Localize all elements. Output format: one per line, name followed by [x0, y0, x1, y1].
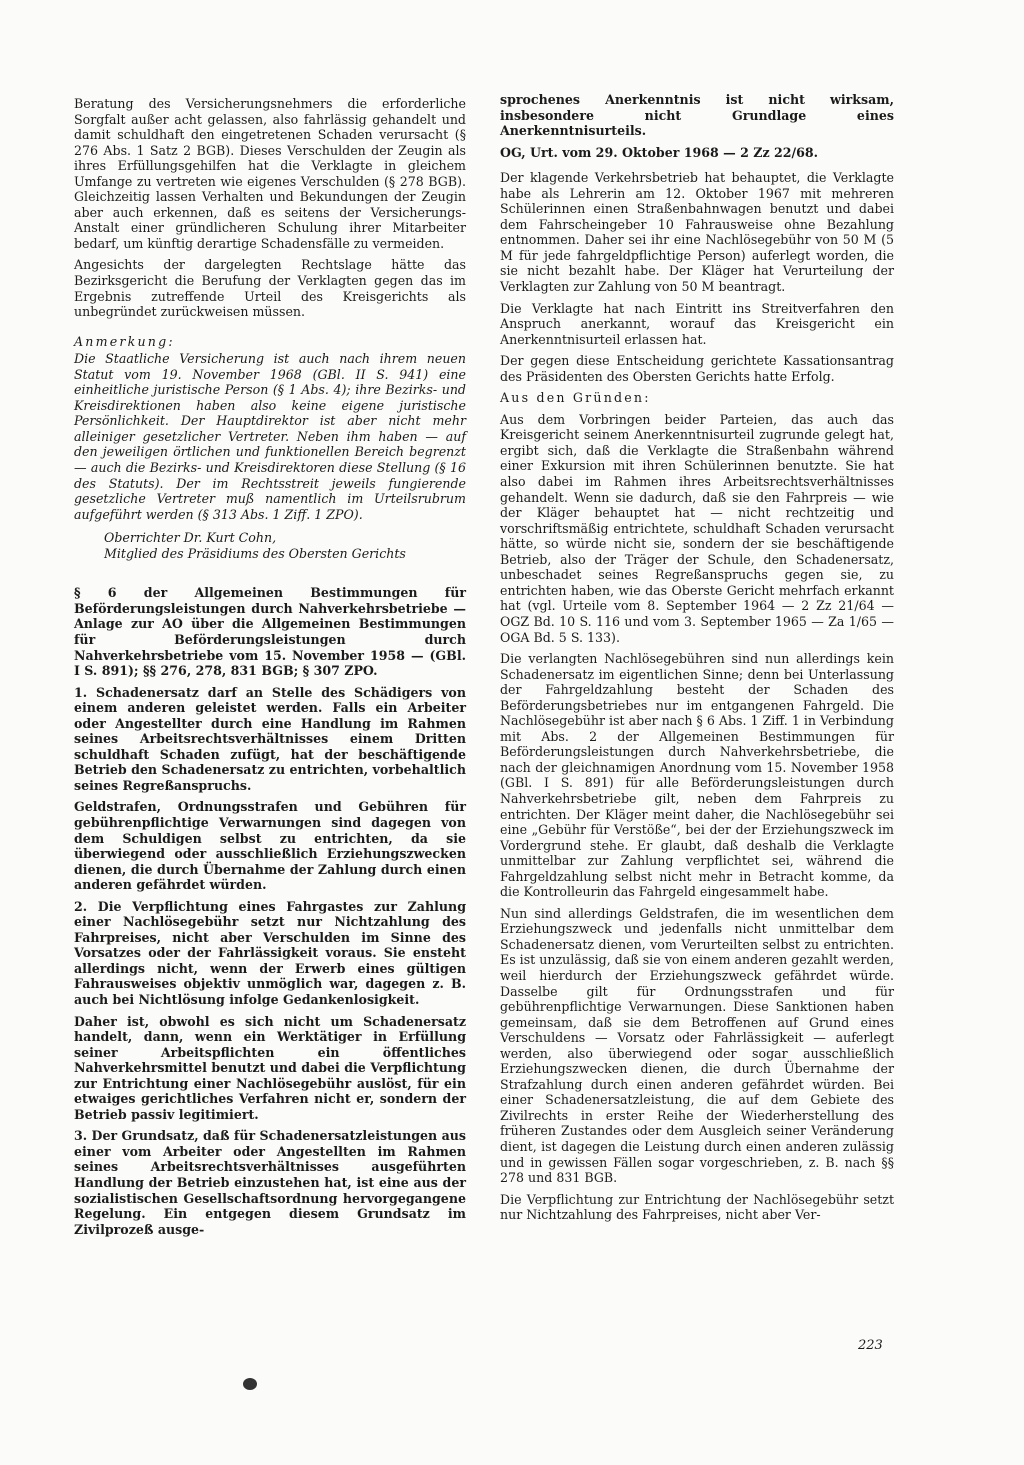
paragraph: Beratung des Versicherungsnehmers die erforderliche Sorgfalt außer acht gelassen, also fahrlässig gehandelt und damit schuldhaft den eingetretenen Schaden verursacht (§ 276 Abs. 1 Satz 2 BGB). Dieses Verschulden der Zeugin als ihres Erfüllungsgehilfen hat die Verklagte in gleichem Umfange zu vertreten wie eigenes Verschulden (§ 278 BGB). Gleichzeitig lassen Verhalten und Bekundungen der Zeugin aber auch erkennen, daß es seitens der Versicherungs-Anstalt einer gründlicheren Schulung ihrer Mitarbeiter bedarf, um künftig derartige Schadensfälle zu vermeiden. — [74, 96, 466, 251]
note-text: Die Staatliche Versicherung ist auch nach ihrem neuen Statut vom 19. November 1968 (GBl. II S. 941) eine einheitliche juristische Person (§ 1 Abs. 4); ihre Bezirks- und Kreisdirektionen haben also keine eigene juristische Persönlichkeit. Der Hauptdirektor ist aber nicht mehr alleiniger gesetzlicher Vertreter. Neben ihm haben — auf den jeweiligen örtlichen und funktionellen Bereich begrenzt — auch die Bezirks- und Kreisdirektoren diese Stellung (§ 16 des Statuts). Der im Rechtsstreit jeweils fungierende gesetzliche Vertreter muß namentlich im Urteilsrubrum aufgeführt werden (§ 313 Abs. 1 Ziff. 1 ZPO). — [74, 351, 466, 522]
section-label: Aus den Gründen: — [500, 390, 651, 406]
paragraph: Die Verpflichtung zur Entrichtung der Nachlösegebühr setzt nur Nichtzahlung des Fahrpreises, nicht aber Ver- — [500, 1191, 894, 1223]
paragraph: Aus dem Vorbringen beider Parteien, das auch das Kreisgericht seinem Anerkenntnisurteil zugrunde gelegt hat, ergibt sich, daß die Verklagte die Straßenbahn während einer Exkursion mit ihren Schülerinnen benutzte. Sie hat also dabei im Rahmen ihres Arbeitsrechtsverhältnisses gehandelt. Wenn sie dadurch, daß sie den Fahrpreis — wie der Kläger behauptet hat — nicht rechtzeitig und vorschriftsmäßig entrichtete, schuldhaft Schaden verursacht hätte, so würde nicht sie, sondern der sie beschäftigende Betrieb, also der Träger der Schule, den Schadenersatz, unbeschadet seines Regreßanspruchs gegen sie, zu entrichten haben, wie das Oberste Gericht mehrfach erkannt hat (vgl. Urteile vom 8. September 1964 — 2 Zz 21/64 — OGZ Bd. 10 S. 116 und vom 3. September 1965 — Za 1/65 — OGA Bd. 5 S. 133). — [500, 411, 894, 645]
signature-name: Oberrichter Dr. Kurt Cohn, — [104, 530, 277, 546]
paragraph: Die Verklagte hat nach Eintritt ins Streitverfahren den Anspruch anerkannt, worauf das Kreisgericht ein Anerkenntnisurteil erlassen hat. — [500, 300, 894, 347]
paragraph: Angesichts der dargelegten Rechtslage hätte das Bezirksgericht die Berufung der Verklagten gegen das im Ergebnis zutreffende Urteil des Kreisgerichts als unbegründet zurückweisen müssen. — [74, 257, 466, 320]
citation: OG, Urt. vom 29. Oktober 1968 — 2 Zz 22/68. — [500, 144, 819, 160]
note-label: Anmerkung: — [74, 333, 175, 349]
right-column — [500, 92, 894, 1229]
section-heading: § 6 der Allgemeinen Bestimmungen für Beförderungsleistungen durch Nahverkehrsbetriebe — Anlage zur AO über die Allgemeinen Bestimmungen für Beförderungsleistungen durch Nahverkehrsbetriebe vom 15. November 1958 — (GBl. I S. 891); §§ 276, 278, 831 BGB; § 307 ZPO. — [74, 585, 466, 679]
paragraph: Der klagende Verkehrsbetrieb hat behauptet, die Verklagte habe als Lehrerin am 12. Oktober 1967 mit mehreren Schülerinnen einen Straßenbahnwagen benutzt und dabei dem Fahrscheingeber 10 Fahrausweise ohne Bezahlung entnommen. Daher sei ihr eine Nachlösegebühr von 50 M (5 M für jede fahrgeldpflichtige Person) auferlegt worden, die sie nicht bezahlt habe. Der Kläger hat Verurteilung der Verklagten zur Zahlung von 50 M beantragt. — [500, 170, 894, 295]
page-number: 223 — [858, 1338, 883, 1353]
left-column — [74, 96, 466, 1243]
signature-title: Mitglied des Präsidiums des Obersten Gerichts — [104, 545, 406, 561]
headnote: Geldstrafen, Ordnungsstrafen und Gebühren für gebührenpflichtige Verwarnungen sind dagegen von dem Schuldigen selbst zu entrichten, da sie überwiegend oder ausschließlich Erziehungszwecken dienen, die durch Übernahme der Zahlung durch einen anderen gefährdet würden. — [74, 799, 466, 893]
headnote: 2. Die Verpflichtung eines Fahrgastes zur Zahlung einer Nachlösegebühr setzt nur Nichtzahlung des Fahrpreises, nicht aber Verschulden im Sinne des Vorsatzes oder der Fahrlässigkeit voraus. Sie ensteht allerdings nicht, wenn der Erwerb eines gültigen Fahrausweises objektiv unmöglich war, dagegen z. B. auch bei Nichtlösung infolge Gedankenlosigkeit. — [74, 898, 466, 1007]
paragraph: Der gegen diese Entscheidung gerichtete Kassationsantrag des Präsidenten des Obersten Gerichts hatte Erfolg. — [500, 353, 894, 384]
headnote: 1. Schadenersatz darf an Stelle des Schädigers von einem anderen geleistet werden. Falls ein Arbeiter oder Angestellter durch eine Handlung im Rahmen seines Arbeitsrechtsverhältnisses einem Dritten schuldhaft Schaden zufügt, hat der beschäftigende Betrieb den Schadenersatz zu entrichten, vorbehaltlich seines Regreßanspruchs. — [74, 684, 466, 793]
headnote: 3. Der Grundsatz, daß für Schadenersatzleistungen aus einer vom Arbeiter oder Angestellten im Rahmen seines Arbeitsrechtsverhältnisses ausgeführten Handlung der Betrieb einzustehen hat, ist eine aus der sozialistischen Gesellschaftsordnung hervorgegangene Regelung. Ein entgegen diesem Grundsatz im Zivilprozeß ausge- — [74, 1128, 466, 1237]
paragraph: Die verlangten Nachlösegebühren sind nun allerdings kein Schadenersatz im eigentlichen Sinne; denn bei Unterlassung der Fahrgeldzahlung besteht der Schaden des Beförderungsbetriebes nur im entgangenen Fahrgeld. Die Nachlösegebühr ist aber nach § 6 Abs. 1 Ziff. 1 in Verbindung mit Abs. 2 der Allgemeinen Bestimmungen für Beförderungsleistungen durch Nahverkehrsbetriebe, die nach der gleichnamigen Anordnung vom 15. November 1958 (GBl. I S. 891) für alle Beförderungsleistungen durch Nahverkehrsbetriebe gilt, neben dem Fahrpreis zu entrichten. Der Kläger meint daher, die Nachlösegebühr sei eine „Gebühr für Verstöße“, bei der der Erziehungszweck im Vordergrund stehe. Er glaubt, daß deshalb die Verklagte unmittelbar zur Zahlung verpflichtet sei, während die Fahrgeldzahlung selbst nicht mehr in Betracht komme, da die Kontrolleurin das Fahrgeld eingesammelt habe. — [500, 651, 894, 900]
headnote: Daher ist, obwohl es sich nicht um Schadenersatz handelt, dann, wenn ein Werktätiger in Erfüllung seiner Arbeitspflichten ein öffentliches Nahverkehrsmittel benutzt und dabei die Verpflichtung zur Entrichtung einer Nachlösegebühr auslöst, für ein etwaiges gerichtliches Verfahren nicht er, sondern der Betrieb passiv legitimiert. — [74, 1013, 466, 1122]
paragraph: Nun sind allerdings Geldstrafen, die im wesentlichen dem Erziehungszweck und jedenfalls nicht unmittelbar dem Schadenersatz dienen, vom Verurteilten selbst zu entrichten. Es ist unzulässig, daß sie von einem anderen gezahlt werden, weil hierdurch der Erziehungszweck gefährdet würde. Dasselbe gilt für Ordnungsstrafen und für gebührenpflichtige Verwarnungen. Diese Sanktionen haben gemeinsam, daß sie dem Betroffenen auf Grund eines Verschuldens — Vorsatz oder Fahrlässigkeit — auferlegt werden, also überwiegend oder sogar ausschließlich Erziehungszwecken dienen, die durch Übernahme der Strafzahlung durch einen anderen gefährdet würden. Bei einer Schadenersatzleistung, die auf dem Gebiete des Zivilrechts in erster Reihe der Wiederherstellung des früheren Zustandes oder dem Ausgleich seiner Veränderung dient, ist dagegen die Leistung durch einen anderen zulässig und in gewissen Fällen sogar vorgeschrieben, z. B. nach §§ 278 und 831 BGB. — [500, 905, 894, 1186]
ink-spot — [243, 1378, 257, 1390]
headnote: sprochenes Anerkenntnis ist nicht wirksam, insbesondere nicht Grundlage eines Anerkenntnisurteils. — [500, 92, 894, 139]
